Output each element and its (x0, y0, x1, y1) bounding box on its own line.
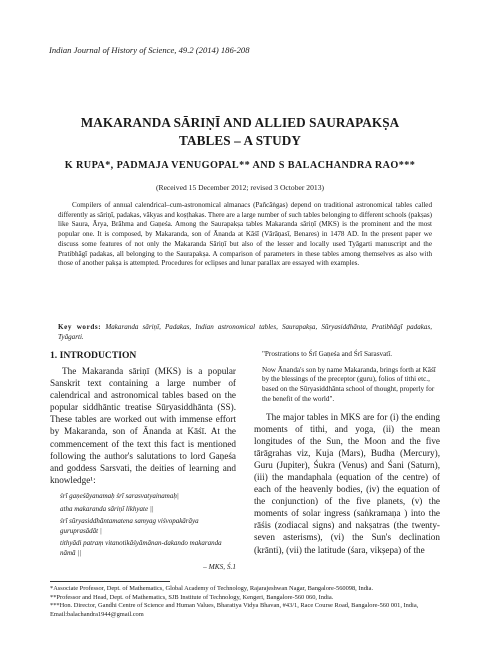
journal-citation: Indian Journal of History of Science, 49.2 (2014) 186-208 (49, 45, 250, 55)
received-dates: (Received 15 December 2012; revised 3 October 2013) (155, 183, 325, 192)
translation-quote-line: "Prostrations to Śrī Gaṇeśa and Śrī Sarasvatī. (262, 350, 393, 358)
verse-line: tithyādi patraṃ vitanotikāśyāmānan-dakando makaranda nāmā || (60, 539, 222, 557)
translation-quote-line: Now Ānanda's son by name Makaranda, brings forth at Kāśī by the blessings of the preceptor (guru), folios of tithi etc., based on the Sūryasiddhānta school of thought, properly for the benefit of the world". (262, 365, 436, 403)
section-heading-introduction: 1. INTRODUCTION (50, 350, 137, 361)
verse-source: – MKS, Ś.1 (203, 561, 236, 571)
paper-title-line-1: MAKARANDA SĀRIṆĪ AND ALLIED SAURAPAKṢA (80, 115, 400, 130)
abstract: Compilers of annual calendrical–cum-astronomical almanacs (Pañcāṅgas) depend on traditional astronomical tables called differently as sāriṇī, padakas, vākyas and koṣṭhakas. There are a large number of such tables belonging to different schools (pakṣas) like Saura, Ārya, Brāhma and Gaṇeśa. Among the Saurapakṣa tables Makaranda sāriṇī (MKS) is the prominent and the most popular one. It is composed, by Makaranda, son of Ānanda at Kāśī (Vārāṇasī, Benares) in 1478 AD. In the present paper we discuss some features of not only the Makaranda Sāriṇī but also of the lesser and locally used Tyāgarti manuscript and the Pratibhāgī padakas, all belonging to the Saurapakṣa. A comparison of parameters in these tables among themselves as also with those of another pakṣa is attempted. Procedures for eclipses and lunar parallax are essayed with examples. (58, 201, 432, 268)
author-affiliations (50, 585, 442, 619)
keywords-list: Makaranda sāriṇī, Padakas, Indian astronomical tables, Saurapakṣa, Sūryasiddhānta, Pratibhāgī padakas, Tyāgarti. (58, 323, 432, 341)
keywords-label: Key words: (58, 323, 102, 331)
verse-line: śrī gaṇeśāyanamaḥ śrī sarasvatyainamaḥ| (60, 491, 179, 500)
footnote: ***Hon. Director, Gandhi Centre of Science and Human Values, Bharatiya Vidya Bhavan, #43/1, Race Course Road, Bangalore-560 001, India, Email:balachandra1944@gmail.com (50, 602, 419, 618)
major-tables-paragraph: The major tables in MKS are for (i) the ending moments of tithi, and yoga, (ii) the mean longitudes of the Sun, the Moon and the five tārāgrahas viz, Kuja (Mars), Budha (Mercury), Guru (Jupiter), Śukra (Venus) and Śani (Saturn), (iii) the mandaphala (equation of the centre) of each of the heavenly bodies, (iv) the equation of the conjunction) of the five planets, (v) the moments of solar ingress (saṅkramaṇa ) into the rāśis (zodiacal signs) and nakṣatras (the twenty-seven asterisms), (vi) the Sun's declination (krānti), (vii) the latitude (śara, vikṣepa) of the (254, 411, 440, 555)
left-column (50, 350, 236, 574)
verse-line: śrī sūryasiddhāntamatena samyag viśvopakārāya guruprasādāt | (60, 517, 199, 535)
footnote: *Associate Professor, Dept. of Mathematics, Global Academy of Technology, Rajarajeshwan Nagar, Bangalore-560098, India. (50, 585, 374, 592)
footnote: **Professor and Head, Dept. of Mathematics, SJB Institute of Technology, Kengeri, Bangalore-560 060, India. (50, 593, 334, 601)
right-column (254, 350, 440, 556)
sanskrit-verse (60, 492, 236, 571)
verse-line: atha makaranda sāriṇī likhyate || (60, 504, 154, 513)
footnote-divider (50, 581, 170, 582)
paper-title-line-2: TABLES – A STUDY (179, 133, 301, 148)
keywords-block (58, 323, 432, 342)
author-list: K RUPA*, PADMAJA VENUGOPAL** AND S BALACHANDRA RAO*** (64, 160, 416, 171)
intro-paragraph: The Makaranda sāriṇī (MKS) is a popular Sanskrit text containing a large number of calendrical and astronomical tables based on the popular siddhāntic treatise Sūryasiddhānta (SS). These tables are worked out with immense effort by Makaranda, son of Ānanda at Kāśī. At the commencement of the text this fact is mentioned following the author's salutations to lord Gaṇeśa and goddess Sarsvati, the deities of learning and knowledge¹: (50, 366, 236, 485)
